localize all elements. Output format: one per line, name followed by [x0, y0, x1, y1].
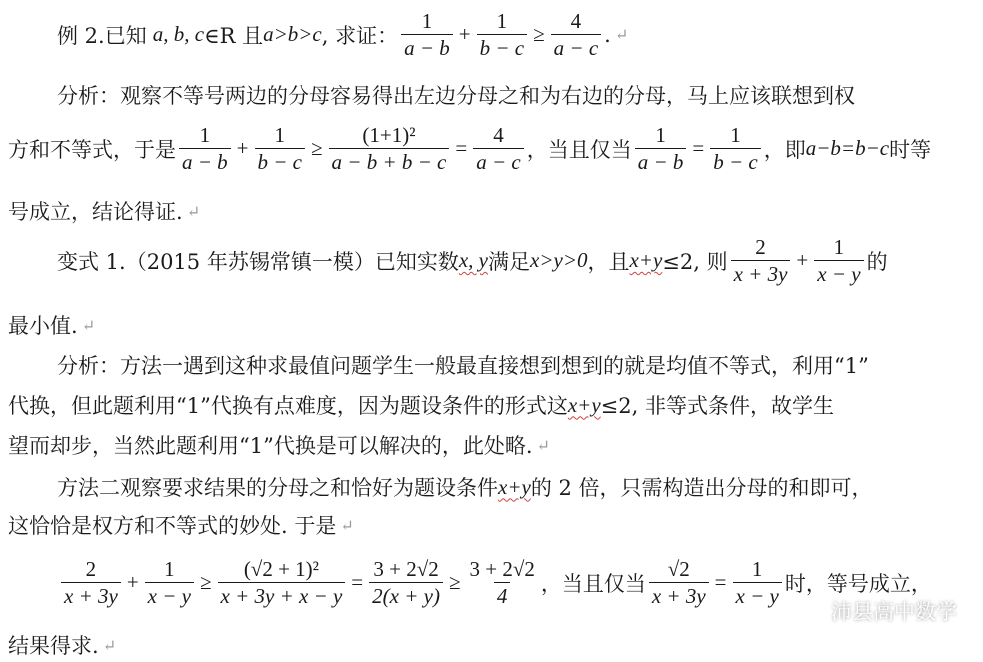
example-2-label: 例 2.已知 — [57, 23, 147, 48]
fraction: $\frac{2}{x + 3y}$ — [61, 556, 121, 609]
example-2-prove: , 求证： — [321, 23, 399, 48]
fraction: $\frac{1}{a - b}$ — [401, 8, 453, 61]
analysis-1-line-1: 分析：观察不等号两边的分母容易得出左边分母之和为右边的分母，马上应该联想到权 — [57, 84, 855, 108]
fraction: $\frac{1}{b - c}$ — [255, 122, 306, 175]
return-mark-icon: ↵ — [340, 515, 354, 535]
fraction: $\frac{\text{(1+1)²}}{a - b + b - c}$ — [329, 122, 450, 175]
return-mark-icon: ↵ — [81, 315, 96, 335]
fraction: $\frac{\text{(√2 + 1)²}}{x + 3y + x - y}$ — [218, 556, 346, 609]
fraction: $\frac{3 + 2√2}{2(x + y)}$ — [369, 556, 443, 609]
analysis-1-line-2: 方和不等式，于是 $\frac{1}{a - b}$ + $\frac{1}{b - c}$ ≥ $\frac{\text{(1+1)²}}{a - b + b - c}$ = $\frac{4}{a - c}$ ，当且仅当 $\frac{1}{a - b}$ = $\frac{1}{b - c}$ ，即 a−b=b−c 时等 — [8, 123, 932, 174]
return-mark-icon: ↵ — [186, 201, 201, 221]
fraction: $\frac{4}{a - c}$ — [473, 122, 524, 175]
fraction: $\frac{1}{b - c}$ — [710, 122, 761, 175]
example-2-cond: a>b>c — [263, 22, 322, 46]
fraction: $\frac{3 + 2√2}{4}$ — [469, 557, 535, 608]
analysis-2-line-1: 分析：方法一遇到这种求最值问题学生一般最直接想到想到的就是均值不等式，利用“1” — [57, 354, 869, 378]
wechat-watermark: 沛县高中数学 — [795, 596, 957, 626]
return-mark-icon: ↵ — [536, 435, 550, 455]
fraction: $\frac{1}{a - b}$ — [179, 122, 231, 175]
method-2-line-1: 方法二观察要求结果的分母之和恰好为题设条件 x+y 的 2 倍，只需构造出分母的和即可， — [57, 474, 873, 500]
fraction: $\frac{1}{x - y}$ — [145, 556, 194, 609]
fraction: $\frac{1}{b - c}$ — [477, 8, 528, 61]
fraction: $\frac{1}{x - y}$ — [733, 556, 782, 609]
final-line: 结果得求. ↵ — [8, 634, 117, 658]
example-2-statement: 例 2.已知 a, b, c ∈R 且 a>b>c , 求证： $\frac{1}{a - b}$ + $\frac{1}{b - c}$ ≥ $\frac{4}{a - c}$ . ↵ — [57, 9, 629, 60]
fraction: $\frac{1}{x - y}$ — [814, 234, 863, 287]
analysis-1-line-3: 号成立，结论得证. ↵ — [8, 200, 201, 224]
final-inequality: $\frac{2}{x + 3y}$ + $\frac{1}{x - y}$ ≥ $\frac{\text{(√2 + 1)²}}{x + 3y + x - y}$ = $\frac{3 + 2√2}{2(x + y)}$ ≥ $\frac{3 + 2√2}{4}$ ，当且仅当 $\frac{√2}{x + 3y}$ = $\frac{1}{x - y}$ 时，等号成立， — [58, 556, 932, 609]
variant-1-line-2: 最小值. ↵ — [8, 314, 96, 338]
fraction: $\frac{2}{x + 3y}$ — [731, 234, 791, 287]
wechat-icon — [795, 600, 825, 622]
variant-1-line-1: 变式 1.（2015 年苏锡常镇一模）已知实数 x, y 满足 x>y>0 ，且 x+y ≤2, 则 $\frac{2}{x + 3y}$ + $\frac{1}{x - y}$ 的 — [57, 235, 888, 286]
fraction: $\frac{1}{a - b}$ — [635, 122, 687, 175]
analysis-2-line-3: 望而却步，当然此题利用“1”代换是可以解决的，此处略. ↵ — [8, 434, 550, 458]
return-mark-icon: ↵ — [102, 635, 117, 655]
fraction: $\frac{√2}{x + 3y}$ — [649, 556, 709, 609]
example-2-vars: a, b, c — [152, 22, 205, 46]
analysis-2-line-2: 代换，但此题利用“1”代换有点难度，因为题设条件的形式这 x+y ≤2, 非等式条件，故学生 — [8, 392, 834, 418]
method-2-line-2: 这恰恰是权方和不等式的妙处. 于是 ↵ — [8, 514, 354, 538]
fraction: $\frac{4}{a - c}$ — [551, 8, 602, 61]
example-2-inR: ∈R 且 — [204, 23, 264, 48]
return-mark-icon: ↵ — [614, 25, 629, 44]
